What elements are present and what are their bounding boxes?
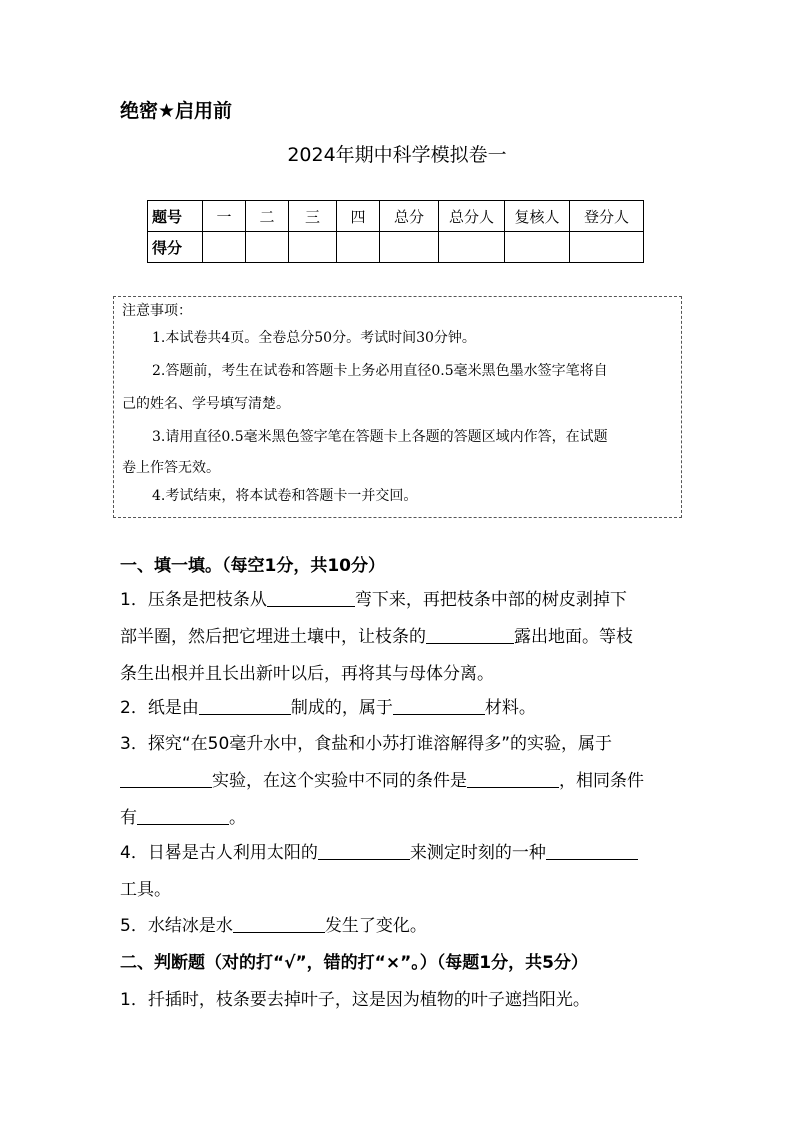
cell-score[interactable] xyxy=(337,232,380,263)
cell-header: 四 xyxy=(337,201,380,232)
answer-blank[interactable] xyxy=(120,769,212,788)
answer-blank[interactable] xyxy=(233,914,325,933)
section-heading: 二、判断题（对的打“√”，错的打“×”。）（每题1分，共5分） xyxy=(120,953,588,973)
answer-blank[interactable] xyxy=(467,769,559,788)
question-2 xyxy=(120,690,680,727)
score-table xyxy=(147,200,644,263)
question-line xyxy=(120,726,680,763)
notice-title: 注意事项： xyxy=(122,303,192,319)
score-table-header-row xyxy=(148,201,644,232)
notice-item: 4.考试结束，将本试卷和答题卡一并交回。 xyxy=(152,488,418,504)
notice-item: 2.答题前，考生在试卷和答题卡上务必用直径0.5毫米黑色墨水签字笔将自 xyxy=(152,363,608,379)
question-text: 材料。 xyxy=(484,698,536,718)
question-4 xyxy=(120,835,680,909)
cell-header: 二 xyxy=(246,201,289,232)
question-text: 露出地面。等枝 xyxy=(514,627,633,647)
question-text: 发生了变化。 xyxy=(324,916,427,936)
cell-score[interactable] xyxy=(289,232,337,263)
cell-header: 总分 xyxy=(380,201,439,232)
confidential-label: 绝密★启用前 xyxy=(120,100,233,122)
question-line xyxy=(120,656,680,693)
answer-blank[interactable] xyxy=(318,841,410,860)
notice-item: 3.请用直径0.5毫米黑色签字笔在答题卡上各题的答题区域内作答，在试题 xyxy=(152,429,608,445)
question-text: 4．日晷是古人利用太阳的 xyxy=(120,843,318,863)
score-table-score-row xyxy=(148,232,644,263)
cell-score[interactable] xyxy=(505,232,570,263)
cell-score[interactable] xyxy=(203,232,246,263)
question-1 xyxy=(120,582,680,693)
question-line xyxy=(120,763,680,800)
notice-item: 己的姓名、学号填写清楚。 xyxy=(122,396,290,412)
answer-blank[interactable] xyxy=(137,806,229,825)
question-text: 3．探究“在50毫升水中，食盐和小苏打谁溶解得多”的实验，属于 xyxy=(120,734,613,754)
cell-score-label: 得分 xyxy=(148,232,203,263)
cell-header: 题号 xyxy=(148,201,203,232)
question-line xyxy=(120,800,680,837)
cell-score[interactable] xyxy=(246,232,289,263)
answer-blank[interactable] xyxy=(426,625,514,644)
question-text: 部半圈，然后把它埋进土壤中，让枝条的 xyxy=(120,627,426,647)
notice-item: 卷上作答无效。 xyxy=(122,460,220,476)
cell-score[interactable] xyxy=(380,232,439,263)
question-text: 。 xyxy=(229,808,246,828)
cell-header: 总分人 xyxy=(439,201,505,232)
question-text: 有 xyxy=(120,808,137,828)
question-text: 1．压条是把枝条从 xyxy=(120,590,267,610)
answer-blank[interactable] xyxy=(267,588,355,607)
page-title: 2024年期中科学模拟卷一 xyxy=(287,144,507,166)
question-line xyxy=(120,619,680,656)
answer-blank[interactable] xyxy=(199,696,291,715)
question-line xyxy=(120,872,680,909)
question-text: 5．水结冰是水 xyxy=(120,916,233,936)
answer-blank[interactable] xyxy=(393,696,485,715)
question-text: 来测定时刻的一种 xyxy=(409,843,546,863)
judgment-question-1: 1．扦插时，枝条要去掉叶子，这是因为植物的叶子遮挡阳光。 xyxy=(120,990,590,1010)
question-text: 2．纸是由 xyxy=(120,698,199,718)
answer-blank[interactable] xyxy=(546,841,638,860)
cell-score[interactable] xyxy=(570,232,644,263)
question-3 xyxy=(120,726,680,837)
question-text: 条生出根并且长出新叶以后，再将其与母体分离。 xyxy=(120,664,494,684)
notice-box xyxy=(113,296,682,518)
cell-header: 复核人 xyxy=(505,201,570,232)
cell-header: 三 xyxy=(289,201,337,232)
question-line xyxy=(120,835,680,872)
question-line xyxy=(120,582,680,619)
question-text: 实验，在这个实验中不同的条件是 xyxy=(212,771,467,791)
section-heading: 一、填一填。（每空1分，共10分） xyxy=(120,556,385,576)
question-5 xyxy=(120,908,680,945)
notice-item: 1.本试卷共4页。全卷总分50分。考试时间30分钟。 xyxy=(152,330,476,346)
question-text: ，相同条件 xyxy=(559,771,644,791)
question-text: 工具。 xyxy=(120,880,171,900)
question-text: 制成的，属于 xyxy=(290,698,393,718)
cell-score[interactable] xyxy=(439,232,505,263)
cell-header: 登分人 xyxy=(570,201,644,232)
cell-header: 一 xyxy=(203,201,246,232)
question-text: 弯下来，再把枝条中部的树皮剥掉下 xyxy=(354,590,627,610)
